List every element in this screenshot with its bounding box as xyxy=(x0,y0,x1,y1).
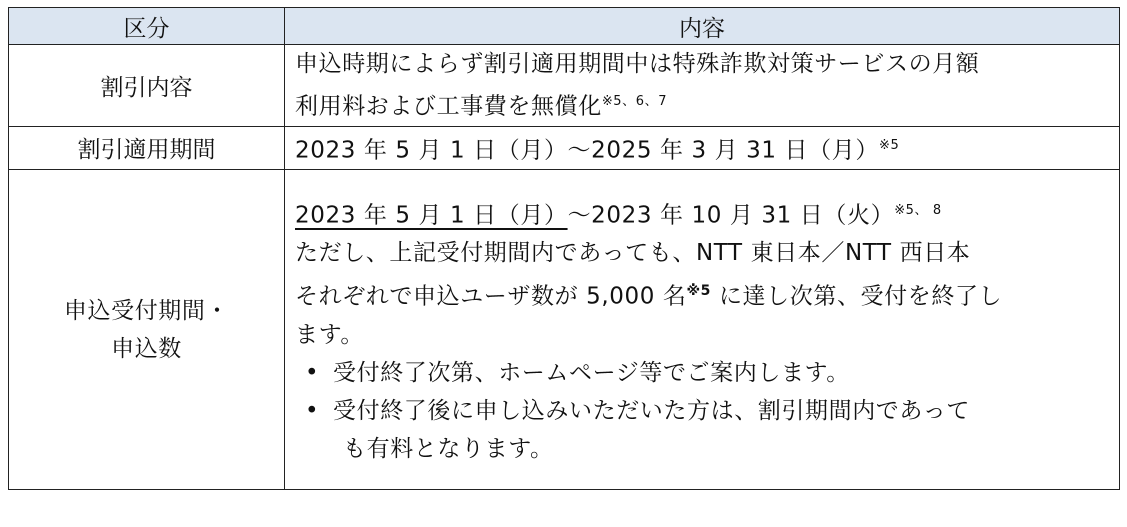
period-text: 2023 年 5 月 1 日（月）～2025 年 3 月 31 日（月） xyxy=(295,137,879,164)
discount-info-table xyxy=(8,7,1120,490)
row-content xyxy=(285,170,1120,490)
label-line: 申込受付期間・ xyxy=(63,297,230,324)
header-row xyxy=(9,8,1120,45)
row-content xyxy=(285,45,1120,127)
label-line: 申込数 xyxy=(111,335,182,362)
list-item-text: 受付終了次第、ホームページ等でご案内します。 xyxy=(333,359,850,386)
content-line xyxy=(295,192,1111,235)
footnote-ref: ※5、 8 xyxy=(894,202,942,218)
bullet-icon: • xyxy=(305,397,320,424)
content-line: 申込時期によらず割引適用期間中は特殊詐欺対策サービスの月額 xyxy=(295,51,980,77)
row-discount-content xyxy=(9,45,1120,127)
row-label: 割引内容 xyxy=(9,45,285,127)
content-line xyxy=(295,272,1111,316)
list-item-text: 受付終了後に申し込みいただいた方は、割引期間内であって xyxy=(333,397,970,424)
header-category: 区分 xyxy=(9,8,285,45)
row-label xyxy=(9,170,285,490)
period-end: ～2023 年 10 月 31 日（火） xyxy=(567,202,895,229)
row-application-period xyxy=(9,170,1120,490)
bullet-icon: • xyxy=(305,359,320,386)
footnote-ref: ※5、6、7 xyxy=(601,94,668,109)
content-text: 利用料および工事費を無償化 xyxy=(295,93,602,120)
row-content xyxy=(285,126,1120,170)
row-discount-period xyxy=(9,126,1120,170)
list-item xyxy=(305,392,1111,430)
content-line: ます。 xyxy=(295,321,364,348)
row-label: 割引適用期間 xyxy=(9,126,285,170)
header-content: 内容 xyxy=(285,8,1120,45)
list-item xyxy=(305,354,1111,392)
content-line: ただし、上記受付期間内であっても、NTT 東日本／NTT 西日本 xyxy=(295,240,971,267)
footnote-ref: ※5 xyxy=(686,283,712,300)
content-text: に達し次第、受付を終了し xyxy=(711,283,1003,310)
content-line xyxy=(295,127,1111,170)
content-text: それぞれで申込ユーザ数が 5,000 名 xyxy=(295,283,687,310)
footnote-ref: ※5 xyxy=(878,137,900,153)
period-start: 2023 年 5 月 1 日（月） xyxy=(295,202,568,229)
content-line xyxy=(295,83,1111,126)
bullet-list xyxy=(295,354,1111,468)
list-item-continuation: も有料となります。 xyxy=(343,435,554,462)
